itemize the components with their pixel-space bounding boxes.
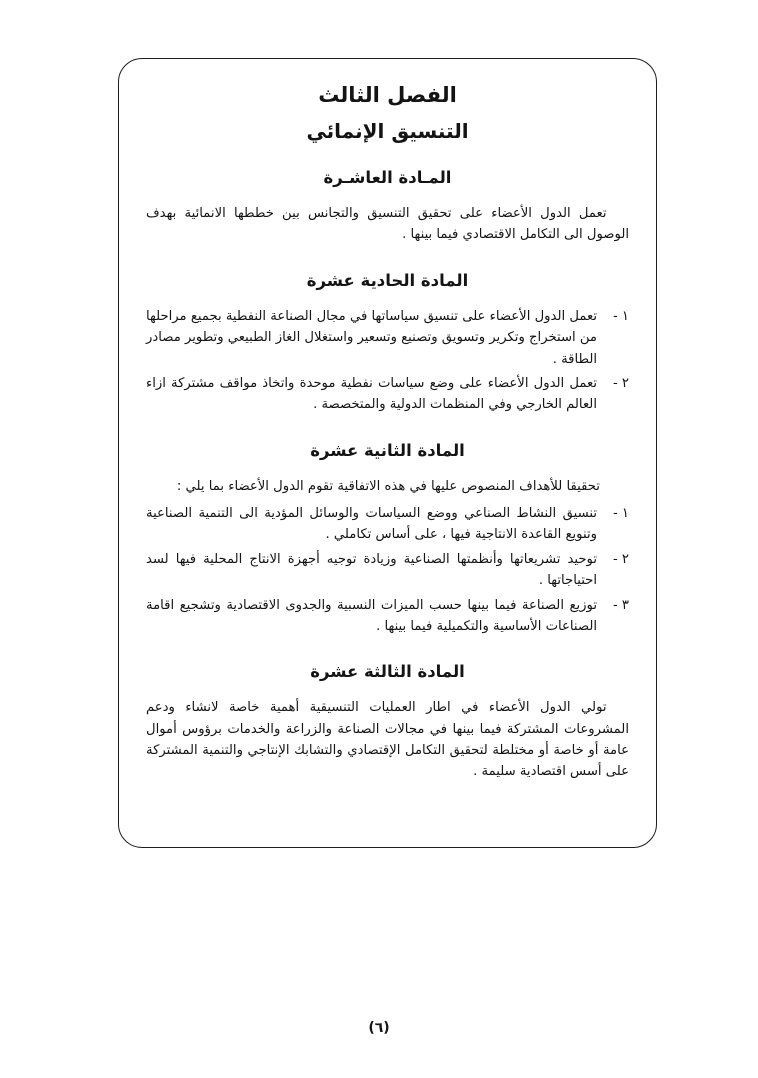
page-number: (٦) bbox=[368, 1020, 390, 1036]
list-item bbox=[146, 306, 629, 370]
list-item bbox=[146, 595, 629, 638]
list-item bbox=[146, 503, 629, 546]
article-thirteen-body: تولي الدول الأعضاء في اطار العمليات التنسيقية أهمية خاصة لانشاء ودعم المشروعات المشتركة فيما بينها في مجالات الصناعة والزراعة والخدمات برؤوس أموال عامة أو خاصة أو مختلطة لتحقيق التكامل الإقتصادي والتشابك الإنتاجي والتنمية المشتركة على أسس اقتصادية سليمة . bbox=[146, 700, 629, 780]
item-number: ٢ - bbox=[612, 551, 629, 567]
article-twelve bbox=[146, 441, 629, 638]
list-item bbox=[146, 549, 629, 592]
item-text: توزيع الصناعة فيما بينها حسب الميزات النسبية والجدوى الاقتصادية وتشجيع اقامة الصناعات الأساسية والتكميلية فيما بينها . bbox=[146, 597, 597, 634]
item-text: تعمل الدول الأعضاء على وضع سياسات نفطية موحدة واتخاذ مواقف مشتركة ازاء العالم الخارجي وفي المنظمات الدولية والمتخصصة . bbox=[146, 375, 597, 413]
article-twelve-heading: المادة الثانية عشرة bbox=[310, 440, 465, 460]
article-eleven-heading: المادة الحادية عشرة bbox=[306, 270, 469, 290]
chapter-title: الفصل الثالث bbox=[318, 83, 457, 107]
item-text: تعمل الدول الأعضاء على تنسيق سياساتها في مجال الصناعة النفطية بجميع مراحلها من استخراج وتكرير وتسويق وتصنيع وتسعير واستغلال الغاز الطبيعي وتطوير مصادر الطاقة . bbox=[146, 308, 597, 367]
article-ten-body: تعمل الدول الأعضاء على تحقيق التنسيق والتجانس بين خططها الانمائية بهدف الوصول الى التكامل الاقتصادي فيما بينها . bbox=[146, 206, 629, 243]
article-twelve-list bbox=[146, 503, 629, 637]
article-thirteen bbox=[146, 662, 629, 783]
item-text: تنسيق النشاط الصناعي ووضع السياسات والوسائل المؤدية الى التنمية الصناعية وتنويع القاعدة الانتاجية فيها ، على أساس تكاملي . bbox=[146, 506, 597, 543]
article-thirteen-heading: المادة الثالثة عشرة bbox=[310, 662, 465, 682]
article-eleven-list bbox=[146, 306, 629, 416]
article-ten bbox=[146, 168, 629, 246]
list-item bbox=[146, 373, 629, 416]
item-number: ٢ - bbox=[612, 375, 629, 391]
item-number: ١ - bbox=[612, 308, 629, 324]
article-ten-heading: المـادة العاشـرة bbox=[323, 168, 452, 187]
article-twelve-intro: تحقيقا للأهداف المنصوص عليها في هذه الاتفاقية تقوم الدول الأعضاء بما يلي : bbox=[176, 478, 600, 494]
chapter-subtitle: التنسيق الإنمائي bbox=[306, 119, 469, 143]
item-number: ١ - bbox=[612, 506, 629, 521]
item-number: ٣ - bbox=[612, 597, 629, 613]
content-frame bbox=[118, 58, 657, 848]
article-eleven bbox=[146, 271, 629, 416]
item-text: توحيد تشريعاتها وأنظمتها الصناعية وزيادة توجيه أجهزة الانتاج المحلية فيها لسد احتياجاتها . bbox=[146, 551, 597, 589]
